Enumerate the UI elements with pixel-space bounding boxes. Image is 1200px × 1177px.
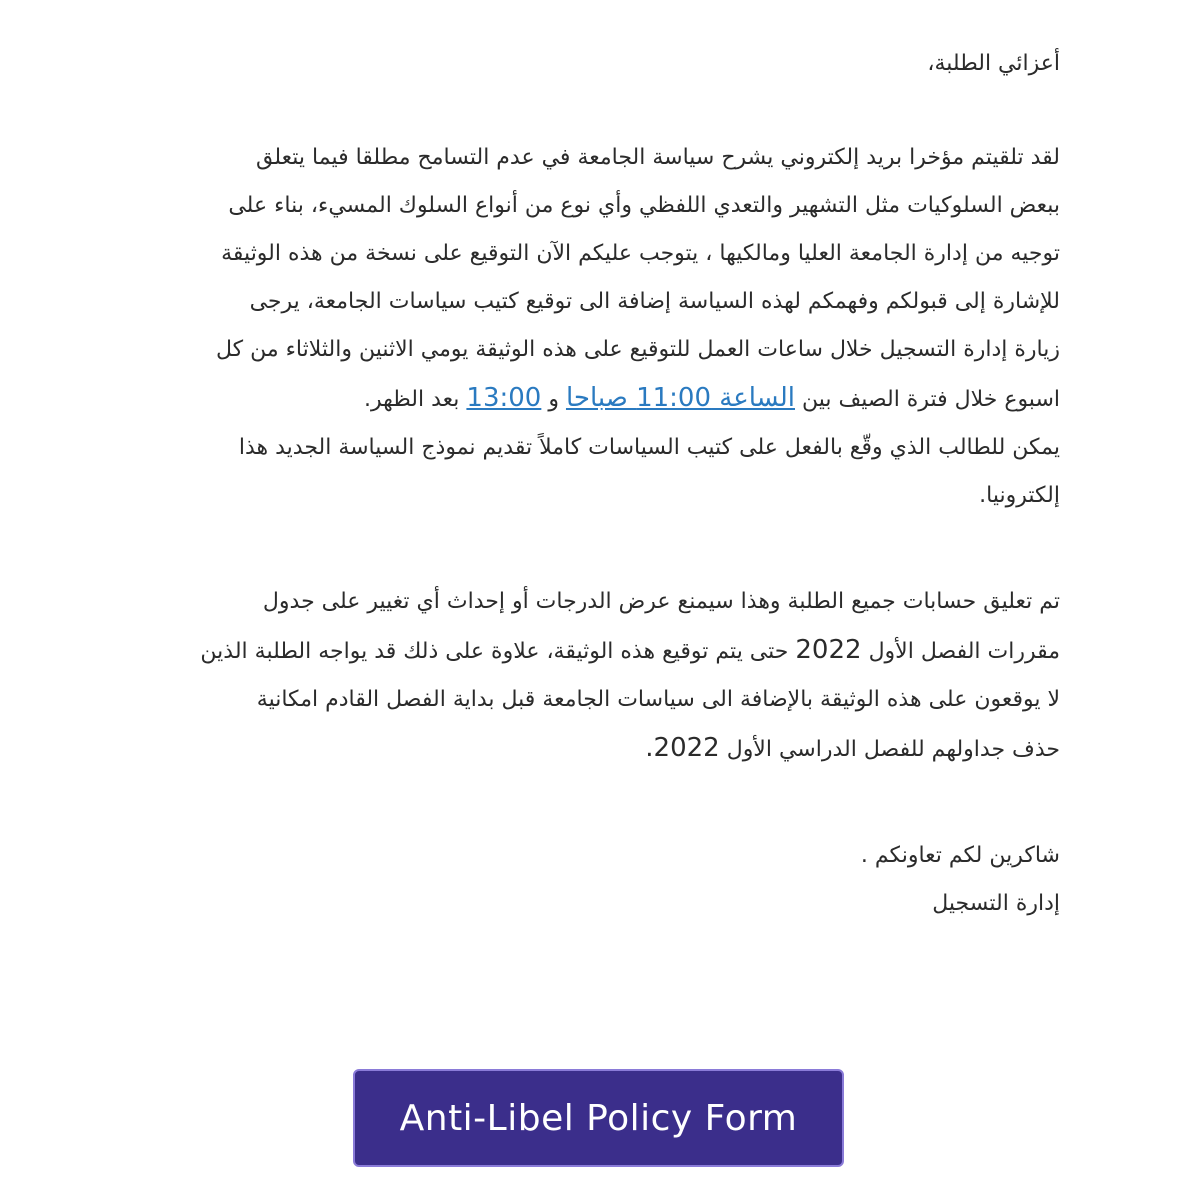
email-paragraph-2: [150, 578, 1060, 774]
paragraph-1-line-6: [150, 374, 1060, 424]
paragraph-1-line-8: إلكترونيا.: [979, 483, 1060, 508]
paragraph-1-line-2: ببعض السلوكيات مثل التشهير والتعدي اللفظي وأي نوع من أنواع السلوك المسيء، بناء على: [228, 193, 1060, 218]
paragraph-2-line-3: لا يوقعون على هذه الوثيقة بالإضافة الى سياسات الجامعة قبل بداية الفصل القادم امكانية: [256, 687, 1060, 712]
paragraph-1-line-7: يمكن للطالب الذي وقّع بالفعل على كتيب السياسات كاملاً تقديم نموذج السياسة الجديد هذا: [238, 435, 1060, 460]
email-paragraph-1: [150, 134, 1060, 520]
email-closing: [150, 832, 1060, 928]
paragraph-1-line-1: لقد تلقيتم مؤخرا بريد إلكتروني يشرح سياسة الجامعة في عدم التسامح مطلقا فيما يتعلق: [256, 145, 1060, 170]
closing-signature: إدارة التسجيل: [932, 891, 1060, 916]
email-body: [150, 40, 1060, 928]
paragraph-1-line-5: زيارة إدارة التسجيل خلال ساعات العمل للتوقيع على هذه الوثيقة يومي الاثنين والثلاثاء من كل: [215, 337, 1060, 362]
paragraph-2-line-1: تم تعليق حسابات جميع الطلبة وهذا سيمنع عرض الدرجات أو إحداث أي تغيير على جدول: [262, 589, 1060, 614]
closing-thanks: شاكرين لكم تعاونكم .: [860, 843, 1060, 868]
line-2-prefix: مقررات الفصل الأول: [868, 639, 1060, 664]
line-2-year: 2022: [795, 635, 862, 665]
line-2-suffix: حتى يتم توقيع هذه الوثيقة، علاوة على ذلك قد يواجه الطلبة الذين: [200, 639, 789, 664]
paragraph-2-line-2: [150, 626, 1060, 676]
line-4-prefix: حذف جداولهم للفصل الدراسي الأول: [726, 737, 1060, 762]
anti-libel-policy-form-button[interactable]: Anti-Libel Policy Form: [353, 1069, 844, 1167]
time-link-morning[interactable]: الساعة 11:00 صباحا: [565, 383, 795, 413]
paragraph-2-line-4: [150, 724, 1060, 774]
line-4-year: 2022.: [645, 733, 720, 763]
paragraph-1-line-4: للإشارة إلى قبولكم وفهمكم لهذه السياسة إضافة الى توقيع كتيب سياسات الجامعة، يرجى: [249, 289, 1060, 314]
email-greeting: أعزائي الطلبة،: [927, 51, 1060, 76]
time-link-afternoon[interactable]: 13:00: [466, 383, 542, 413]
line-6-and: و: [548, 387, 559, 412]
line-6-prefix: اسبوع خلال فترة الصيف بين: [802, 387, 1060, 412]
paragraph-1-line-3: توجيه من إدارة الجامعة العليا ومالكيها ، يتوجب عليكم الآن التوقيع على نسخة من هذه الوثيقة: [221, 241, 1060, 266]
line-6-suffix: بعد الظهر.: [363, 387, 460, 412]
